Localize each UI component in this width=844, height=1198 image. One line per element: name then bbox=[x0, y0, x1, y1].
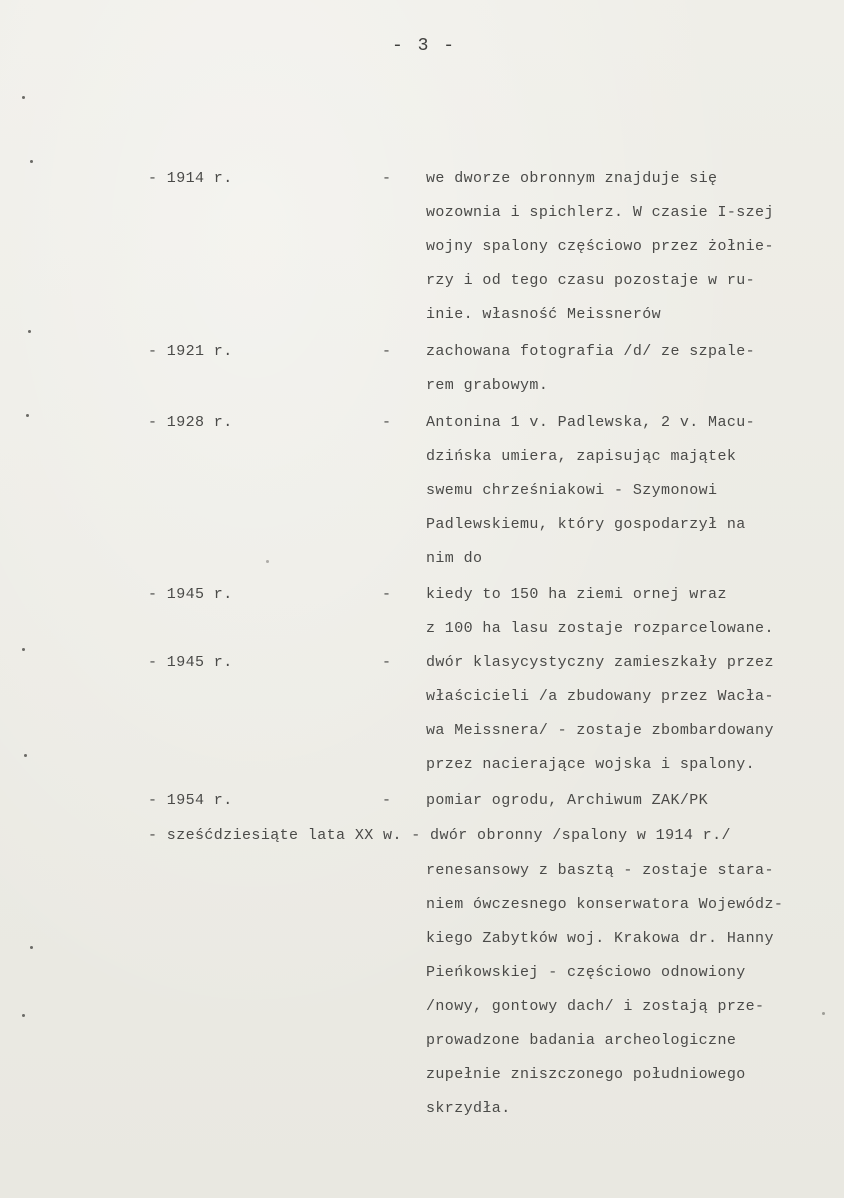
paper-speck bbox=[822, 1012, 825, 1015]
entry-dash: - bbox=[382, 170, 392, 187]
entry-text-line: Pieńkowskiej - częściowo odnowiony bbox=[426, 964, 746, 981]
entry-text-line: /nowy, gontowy dach/ i zostają prze- bbox=[426, 998, 765, 1015]
entry-text-line: rzy i od tego czasu pozostaje w ru- bbox=[426, 272, 756, 289]
paper-speck bbox=[266, 560, 269, 563]
entry-text-line: wojny spalony częściowo przez żołnie- bbox=[426, 238, 774, 255]
entry-text-line: rem grabowym. bbox=[426, 377, 549, 394]
entry-text-line: przez nacierające wojska i spalony. bbox=[426, 756, 756, 773]
entry-dash: - bbox=[382, 343, 392, 360]
entry-text-line: z 100 ha lasu zostaje rozparcelowane. bbox=[426, 620, 774, 637]
page-number: - 3 - bbox=[392, 36, 457, 56]
entry-text-line: wa Meissnera/ - zostaje zbombardowany bbox=[426, 722, 774, 739]
entry-text-line: pomiar ogrodu, Archiwum ZAK/PK bbox=[426, 792, 709, 809]
entry-text-line: Antonina 1 v. Padlewska, 2 v. Macu- bbox=[426, 414, 756, 431]
binder-dot bbox=[26, 414, 29, 417]
entry-text-line: kiedy to 150 ha ziemi ornej wraz bbox=[426, 586, 727, 603]
binder-dot bbox=[28, 330, 31, 333]
entry-text-line: niem ówczesnego konserwatora Wojewódz- bbox=[426, 896, 784, 913]
binder-dot bbox=[22, 96, 25, 99]
entry-date-long: - sześćdziesiąte lata XX w. - dwór obronny /spalony w 1914 r./ bbox=[148, 827, 731, 844]
entry-text-line: renesansowy z basztą - zostaje stara- bbox=[426, 862, 774, 879]
entry-text-line: skrzydła. bbox=[426, 1100, 511, 1117]
entry-text-line: inie. własność Meissnerów bbox=[426, 306, 662, 323]
entry-text-line: Padlewskiemu, który gospodarzył na bbox=[426, 516, 746, 533]
binder-dot bbox=[30, 160, 33, 163]
entry-date: - 1921 r. bbox=[148, 343, 233, 360]
entry-dash: - bbox=[382, 586, 392, 603]
entry-date: - 1954 r. bbox=[148, 792, 233, 809]
entry-text-line: nim do bbox=[426, 550, 483, 567]
entry-text-line: wozownia i spichlerz. W czasie I-szej bbox=[426, 204, 774, 221]
entry-text-line: dzińska umiera, zapisując majątek bbox=[426, 448, 737, 465]
binder-dot bbox=[30, 946, 33, 949]
entry-text-line: kiego Zabytków woj. Krakowa dr. Hanny bbox=[426, 930, 774, 947]
entry-text-line: właścicieli /a zbudowany przez Wacła- bbox=[426, 688, 774, 705]
entry-text-line: prowadzone badania archeologiczne bbox=[426, 1032, 737, 1049]
entry-dash: - bbox=[382, 792, 392, 809]
binder-dot bbox=[22, 1014, 25, 1017]
entry-date: - 1928 r. bbox=[148, 414, 233, 431]
binder-dot bbox=[22, 648, 25, 651]
binder-dot bbox=[24, 754, 27, 757]
entry-text-line: dwór klasycystyczny zamieszkały przez bbox=[426, 654, 774, 671]
entry-date: - 1945 r. bbox=[148, 586, 233, 603]
entry-text-line: zachowana fotografia /d/ ze szpale- bbox=[426, 343, 756, 360]
entry-date: - 1914 r. bbox=[148, 170, 233, 187]
entry-date: - 1945 r. bbox=[148, 654, 233, 671]
entry-dash: - bbox=[382, 654, 392, 671]
entry-text-line: zupełnie zniszczonego południowego bbox=[426, 1066, 746, 1083]
entry-text-line: we dworze obronnym znajduje się bbox=[426, 170, 718, 187]
entry-dash: - bbox=[382, 414, 392, 431]
entry-text-line: swemu chrześniakowi - Szymonowi bbox=[426, 482, 718, 499]
